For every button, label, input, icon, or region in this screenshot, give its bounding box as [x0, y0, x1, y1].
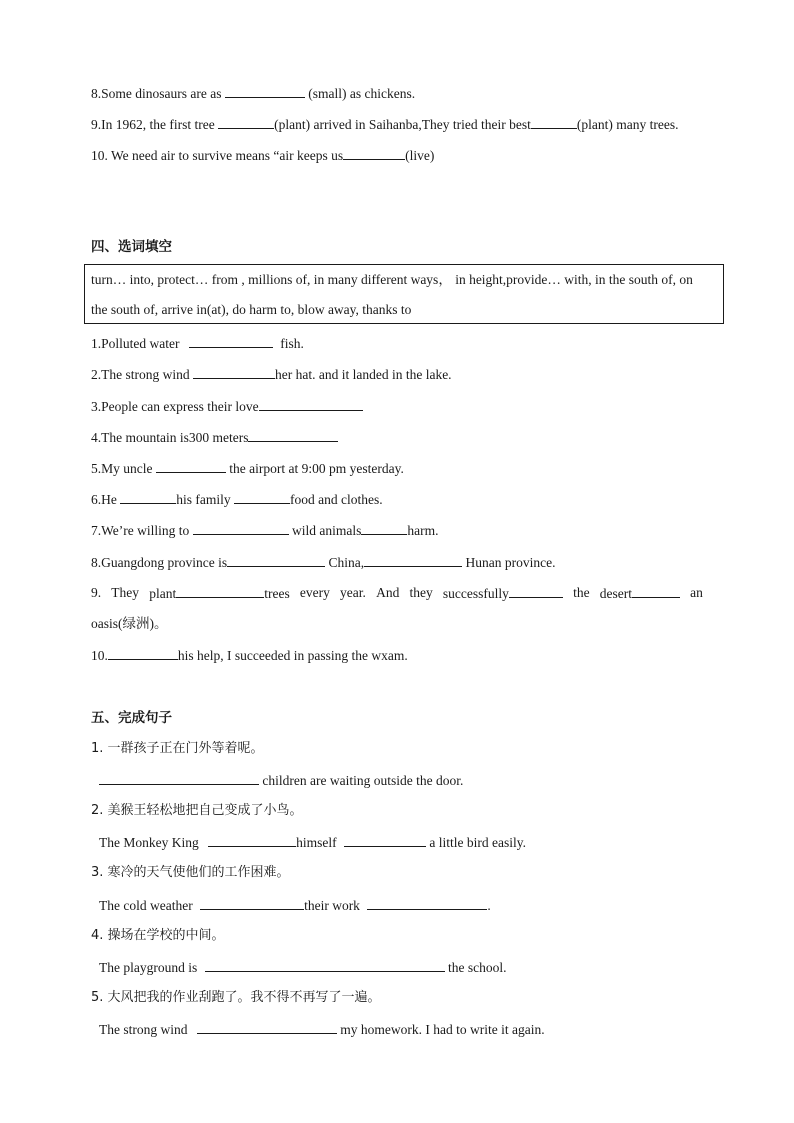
- p4-question-6: [91, 490, 383, 509]
- q9-text-b: (plant) arrived in Saihanba,They tried their best: [274, 117, 531, 132]
- p4q7-text-a: 7.We’re willing to: [91, 523, 193, 538]
- answer-blank[interactable]: [156, 459, 226, 473]
- p4q6-text-c: food and clothes.: [290, 492, 383, 507]
- p4-question-4: [91, 428, 338, 447]
- p4q8-text-a: 8.Guangdong province is: [91, 555, 228, 570]
- word-bank-box: [84, 264, 724, 324]
- p4q5-text-a: 5.My uncle: [91, 461, 156, 476]
- answer-blank[interactable]: [227, 553, 325, 567]
- p4q8-text-c: Hunan province.: [462, 555, 556, 570]
- p4q9-word: And: [376, 585, 400, 600]
- p4-question-7: [91, 521, 439, 540]
- p4q8-text-b: China,: [325, 555, 365, 570]
- word-bank-line-1: turn… into, protect… from , millions of, in many different ways， in height,provide… with, in the south of, on: [91, 272, 693, 287]
- answer-blank[interactable]: [176, 584, 264, 598]
- q9-text-a: 9.In 1962, the first tree: [91, 117, 219, 132]
- question-8: [91, 84, 415, 103]
- answer-blank[interactable]: [367, 896, 487, 910]
- q8-text-b: (small) as chickens.: [304, 86, 416, 101]
- section-heading-4: 四、选词填空: [91, 239, 172, 255]
- p5-sentence-3-chinese: 3. 寒冷的天气使他们的工作困难。: [91, 865, 290, 880]
- answer-blank[interactable]: [234, 490, 290, 504]
- p4q9-word: year.: [340, 585, 366, 600]
- answer-blank[interactable]: [193, 365, 275, 379]
- p4q6-text-a: 6.He: [91, 492, 121, 507]
- p4q1-text-a: 1.Polluted water: [91, 336, 183, 351]
- p4q9-word: an: [690, 585, 703, 600]
- p5-sentence-1: [99, 771, 463, 790]
- q10-text-a: 10. We need air to survive means “air keeps us: [91, 148, 344, 163]
- question-9: [91, 115, 678, 134]
- p5s2-text-c: a little bird easily.: [425, 835, 526, 850]
- p5s2-text-a: The Monkey King: [99, 835, 203, 850]
- p5-sentence-1-chinese: 1. 一群孩子正在门外等着呢。: [91, 741, 264, 756]
- section-heading-5: 五、完成句子: [91, 710, 172, 726]
- p5s5-text-a: The strong wind: [99, 1022, 191, 1037]
- p5-sentence-3: [99, 896, 491, 915]
- answer-blank[interactable]: [364, 553, 462, 567]
- p4q9-word-group: [600, 584, 680, 603]
- p4-question-2: [91, 365, 452, 384]
- answer-blank[interactable]: [193, 521, 289, 535]
- p5-sentence-4: [99, 958, 506, 977]
- p4q4-text-a: 4.The mountain is300 meters: [91, 430, 249, 445]
- answer-blank[interactable]: [120, 490, 176, 504]
- p5-sentence-5-chinese: 5. 大风把我的作业刮跑了。我不得不再写了一遍。: [91, 990, 381, 1005]
- p5s4-text-a: The playground is: [99, 960, 201, 975]
- p5-sentence-5: [99, 1020, 545, 1039]
- answer-blank[interactable]: [361, 521, 407, 535]
- p4q5-text-b: the airport at 9:00 pm yesterday.: [225, 461, 404, 476]
- p4q2-text-a: 2.The strong wind: [91, 367, 193, 382]
- p4-question-9-continued: [91, 615, 168, 633]
- p4q9-word: desert: [599, 586, 632, 601]
- answer-blank[interactable]: [509, 584, 563, 598]
- p4q3-text-a: 3.People can express their love: [91, 399, 259, 414]
- answer-blank[interactable]: [225, 84, 305, 98]
- p4q2-text-b: her hat. and it landed in the lake.: [275, 367, 452, 382]
- p5s3-text-a: The cold weather: [99, 898, 197, 913]
- p4-question-1: [91, 334, 304, 353]
- p5s4-text-b: the school.: [444, 960, 507, 975]
- q8-text-a: 8.Some dinosaurs are as: [91, 86, 225, 101]
- p4q9-word: 9.: [91, 585, 102, 600]
- answer-blank[interactable]: [189, 334, 273, 348]
- p4-question-3: [91, 397, 363, 416]
- p4-question-8: [91, 553, 555, 572]
- p5s2-text-b: himself: [296, 835, 340, 850]
- answer-blank[interactable]: [218, 115, 274, 129]
- q9-text-c: (plant) many trees.: [576, 117, 679, 132]
- answer-blank[interactable]: [99, 771, 259, 785]
- p5s3-text-b: their work: [304, 898, 364, 913]
- p4q9-word: They: [111, 585, 140, 600]
- p4q9-word: trees: [264, 586, 290, 601]
- p5s3-text-c: .: [487, 898, 491, 913]
- answer-blank[interactable]: [197, 1020, 337, 1034]
- p4q9-word-group: [149, 584, 289, 603]
- p4q9-word-group: [443, 584, 563, 603]
- p4q6-text-b: his family: [176, 492, 234, 507]
- p4-question-5: [91, 459, 404, 478]
- p5s5-text-b: my homework. I had to write it again.: [336, 1022, 545, 1037]
- p5-sentence-2-chinese: 2. 美猴王轻松地把自己变成了小鸟。: [91, 803, 303, 818]
- answer-blank[interactable]: [200, 896, 304, 910]
- answer-blank[interactable]: [259, 397, 363, 411]
- p4-question-10: [91, 646, 408, 665]
- question-10: [91, 146, 434, 165]
- answer-blank[interactable]: [108, 646, 178, 660]
- answer-blank[interactable]: [531, 115, 577, 129]
- answer-blank[interactable]: [344, 833, 426, 847]
- p4q7-text-b: wild animals: [288, 523, 362, 538]
- answer-blank[interactable]: [343, 146, 405, 160]
- p4q9-word: every: [299, 585, 330, 600]
- answer-blank[interactable]: [208, 833, 296, 847]
- p4q9-word: they: [409, 585, 433, 600]
- answer-blank[interactable]: [205, 958, 445, 972]
- p4q9-word: successfully: [442, 586, 509, 601]
- p4q9-continuation: oasis(绿洲)。: [91, 616, 168, 631]
- p4q10-text-a: 10.: [91, 648, 108, 663]
- p4q9-word: plant: [149, 586, 177, 601]
- answer-blank[interactable]: [632, 584, 680, 598]
- p4q10-text-b: his help, I succeeded in passing the wxam.: [177, 648, 408, 663]
- p5-sentence-2: [99, 833, 526, 852]
- p5s1-text: children are waiting outside the door.: [259, 773, 464, 788]
- p4q1-text-b: fish.: [276, 336, 304, 351]
- p4q9-word: the: [573, 585, 590, 600]
- q10-text-b: (live): [405, 148, 435, 163]
- p4-question-9: [91, 584, 703, 603]
- p4q7-text-c: harm.: [407, 523, 439, 538]
- answer-blank[interactable]: [248, 428, 338, 442]
- word-bank-line-2: the south of, arrive in(at), do harm to, blow away, thanks to: [91, 302, 412, 317]
- p5-sentence-4-chinese: 4. 操场在学校的中间。: [91, 928, 225, 943]
